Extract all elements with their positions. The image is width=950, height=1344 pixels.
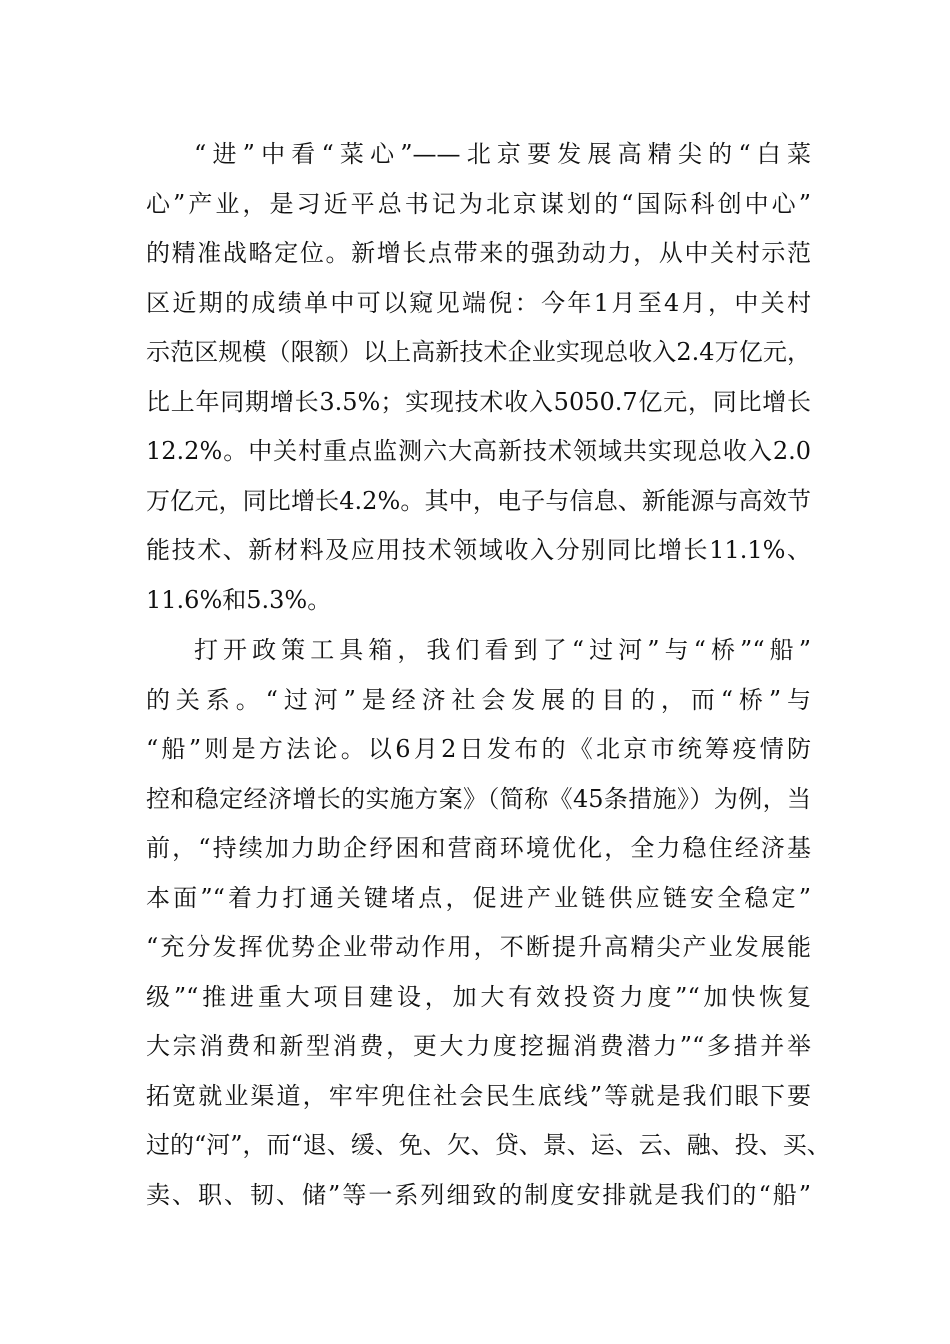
paragraph-line: 能技术、新材料及应用技术领域收入分别同比增长11.1%、 — [146, 536, 811, 564]
paragraph-line: 心”产业，是习近平总书记为北京谋划的“国际科创中心” — [146, 189, 811, 218]
paragraph-line: 大宗消费和新型消费，更大力度挖掘消费潜力”“多措并举 — [146, 1032, 811, 1060]
paragraph-line: 卖、职、韧、储”等一系列细致的制度安排就是我们的“船” — [146, 1180, 811, 1209]
paragraph-line: “进”中看“菜心”——北京要发展高精尖的“白菜 — [194, 140, 811, 168]
paragraph-line: 比上年同期增长3.5%；实现技术收入5050.7亿元，同比增长 — [146, 387, 811, 416]
paragraph-line: 万亿元，同比增长4.2%。其中，电子与信息、新能源与高效节 — [146, 486, 811, 515]
paragraph-line: 控和稳定经济增长的实施方案》（简称《45条措施》）为例，当 — [146, 784, 811, 813]
paragraph-line: 的精准战略定位。新增长点带来的强劲动力，从中关村示范 — [146, 239, 811, 267]
paragraph-line: 打开政策工具箱，我们看到了“过河”与“桥”“船” — [194, 636, 811, 664]
paragraph-line: “船”则是方法论。以6月2日发布的《北京市统筹疫情防 — [146, 735, 811, 763]
paragraph-line: 示范区规模（限额）以上高新技术企业实现总收入2.4万亿元， — [146, 338, 811, 366]
paragraph-line: 区近期的成绩单中可以窥见端倪：今年1月至4月，中关村 — [146, 288, 811, 317]
paragraph-line: 11.6%和5.3%。 — [146, 585, 332, 614]
paragraph-line: 前，“持续加力助企纾困和营商环境优化，全力稳住经济基 — [146, 834, 811, 862]
paragraph-line: 12.2%。中关村重点监测六大高新技术领域共实现总收入2.0 — [146, 437, 811, 465]
paragraph-line: “充分发挥优势企业带动作用，不断提升高精尖产业发展能 — [146, 933, 811, 961]
paragraph-line: 级”“推进重大项目建设，加大有效投资力度”“加快恢复 — [146, 982, 811, 1011]
paragraph-line: 本面”“着力打通关键堵点，促进产业链供应链安全稳定” — [146, 883, 811, 912]
paragraph-line: 过的“河”，而“退、缓、免、欠、贷、景、运、云、融、投、买、 — [146, 1131, 831, 1159]
article-body — [146, 130, 831, 1220]
paragraph-line: 拓宽就业渠道，牢牢兜住社会民生底线”等就是我们眼下要 — [146, 1081, 811, 1110]
paragraph-line: 的关系。“过河”是经济社会发展的目的，而“桥”与 — [146, 685, 811, 714]
paragraph-2 — [146, 626, 831, 1220]
paragraph-1 — [146, 130, 811, 625]
